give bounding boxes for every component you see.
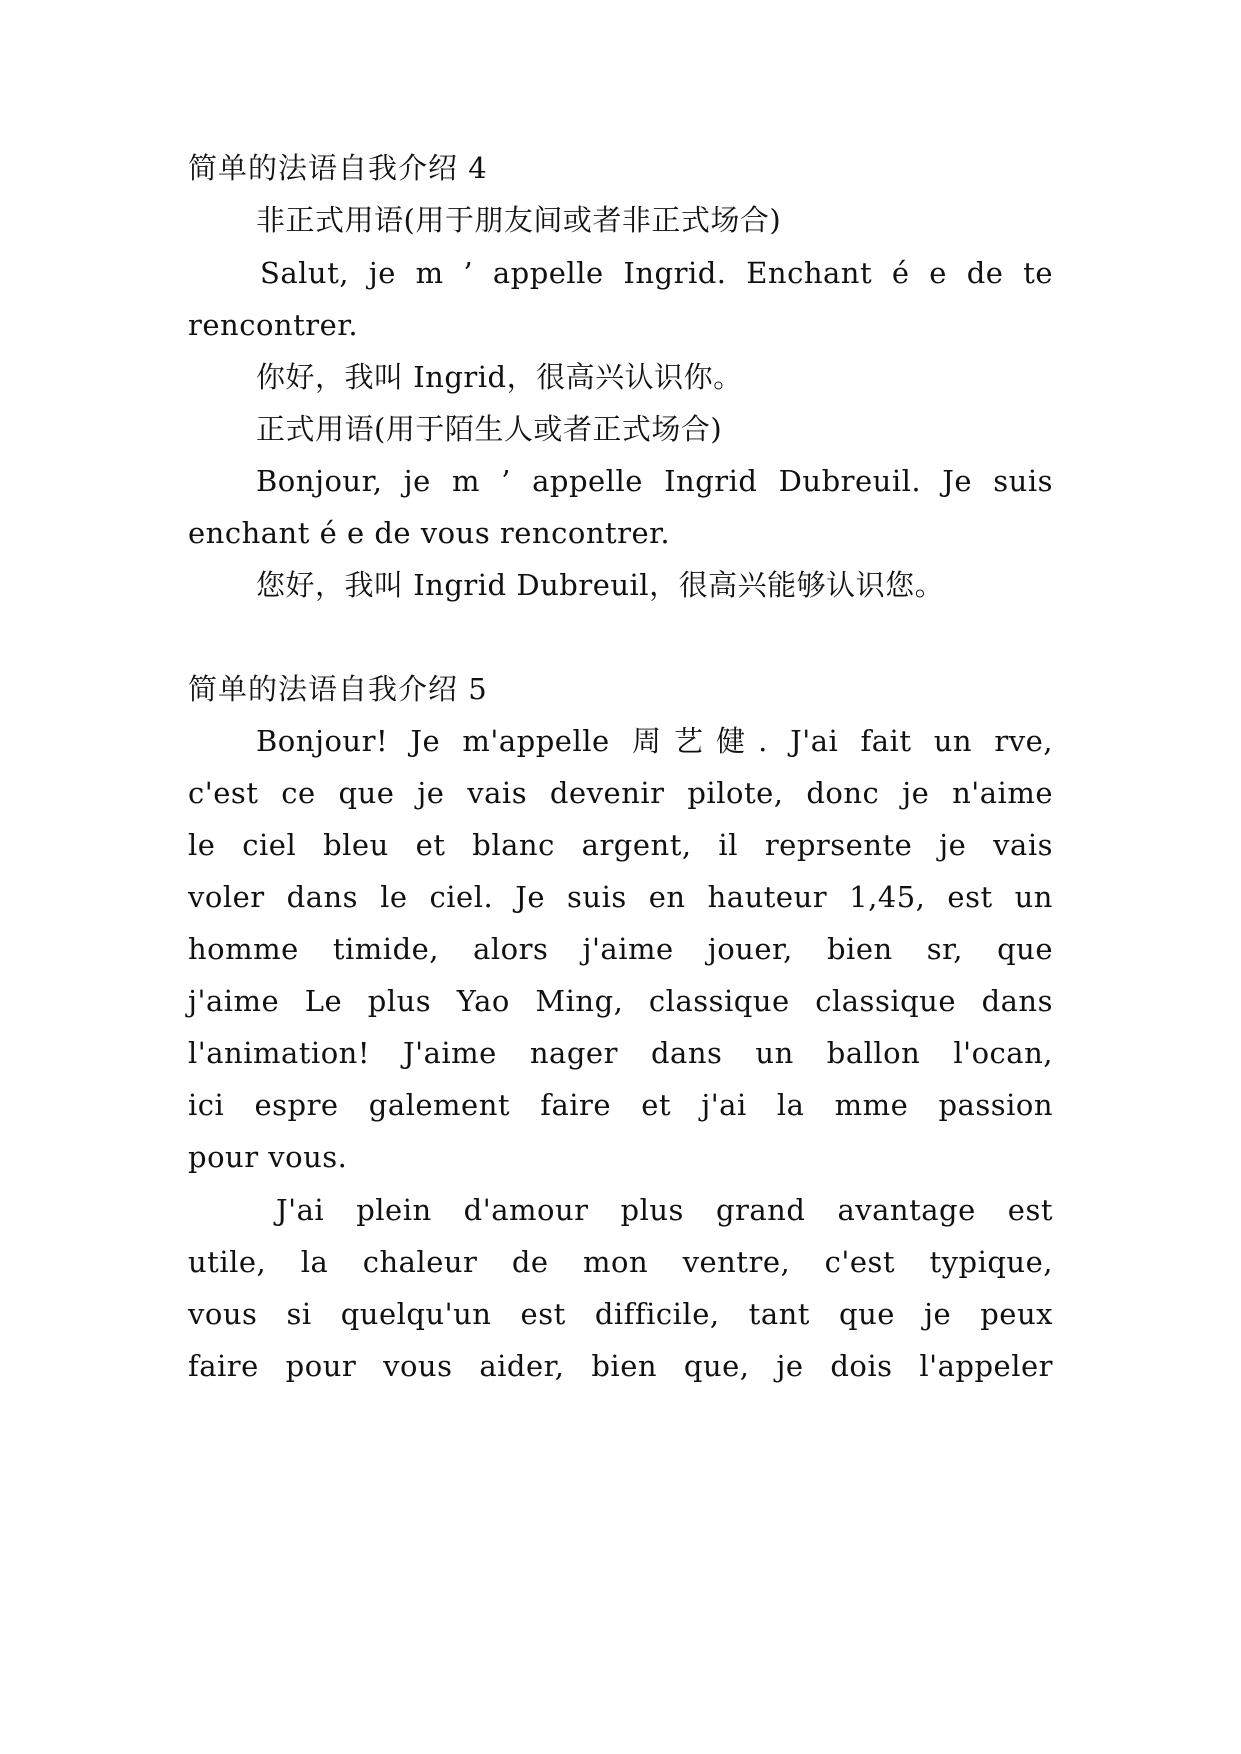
formal-chinese: 您好，我叫 Ingrid Dubreuil，很高兴能够认识您。 bbox=[256, 568, 945, 602]
paragraph2-line: faire pour vous aider, bien que, je dois l'appeler bbox=[188, 1349, 1053, 1383]
paragraph1-line: homme timide, alors j'aime jouer, bien sr, que bbox=[188, 932, 1053, 966]
informal-french-line-2: rencontrer. bbox=[188, 308, 359, 342]
paragraph2-line: vous si quelqu'un est difficile, tant que je peux bbox=[188, 1297, 1053, 1331]
paragraph1-line: Bonjour! Je m'appelle 周艺健. J'ai fait un rve, bbox=[256, 724, 1053, 758]
paragraph1-line: le ciel bleu et blanc argent, il reprsente je vais bbox=[188, 828, 1053, 862]
paragraph2-line: utile, la chaleur de mon ventre, c'est typique, bbox=[188, 1245, 1053, 1279]
section-title-4: 简单的法语自我介绍 4 bbox=[188, 151, 488, 185]
paragraph1-line: voler dans le ciel. Je suis en hauteur 1,45, est un bbox=[188, 880, 1053, 914]
formal-label: 正式用语(用于陌生人或者正式场合) bbox=[256, 412, 723, 446]
paragraph1-line: l'animation! J'aime nager dans un ballon l'ocan, bbox=[188, 1036, 1053, 1070]
paragraph1-line: c'est ce que je vais devenir pilote, donc je n'aime bbox=[188, 776, 1053, 810]
paragraph1-line: ici espre galement faire et j'ai la mme passion bbox=[188, 1088, 1053, 1122]
paragraph2-line: J'ai plein d'amour plus grand avantage est bbox=[276, 1193, 1053, 1227]
formal-french-line-2: enchant é e de vous rencontrer. bbox=[188, 516, 671, 550]
paragraph1-line: pour vous. bbox=[188, 1140, 348, 1174]
informal-chinese: 你好，我叫 Ingrid，很高兴认识你。 bbox=[256, 360, 743, 394]
formal-french-line-1: Bonjour, je m ’ appelle Ingrid Dubreuil. Je suis bbox=[256, 464, 1053, 498]
informal-french-line-1: Salut, je m ’ appelle Ingrid. Enchant é e de te bbox=[260, 256, 1053, 290]
informal-label: 非正式用语(用于朋友间或者非正式场合) bbox=[256, 203, 782, 237]
paragraph1-line: j'aime Le plus Yao Ming, classique classique dans bbox=[188, 984, 1053, 1018]
section-title-5: 简单的法语自我介绍 5 bbox=[188, 672, 488, 706]
